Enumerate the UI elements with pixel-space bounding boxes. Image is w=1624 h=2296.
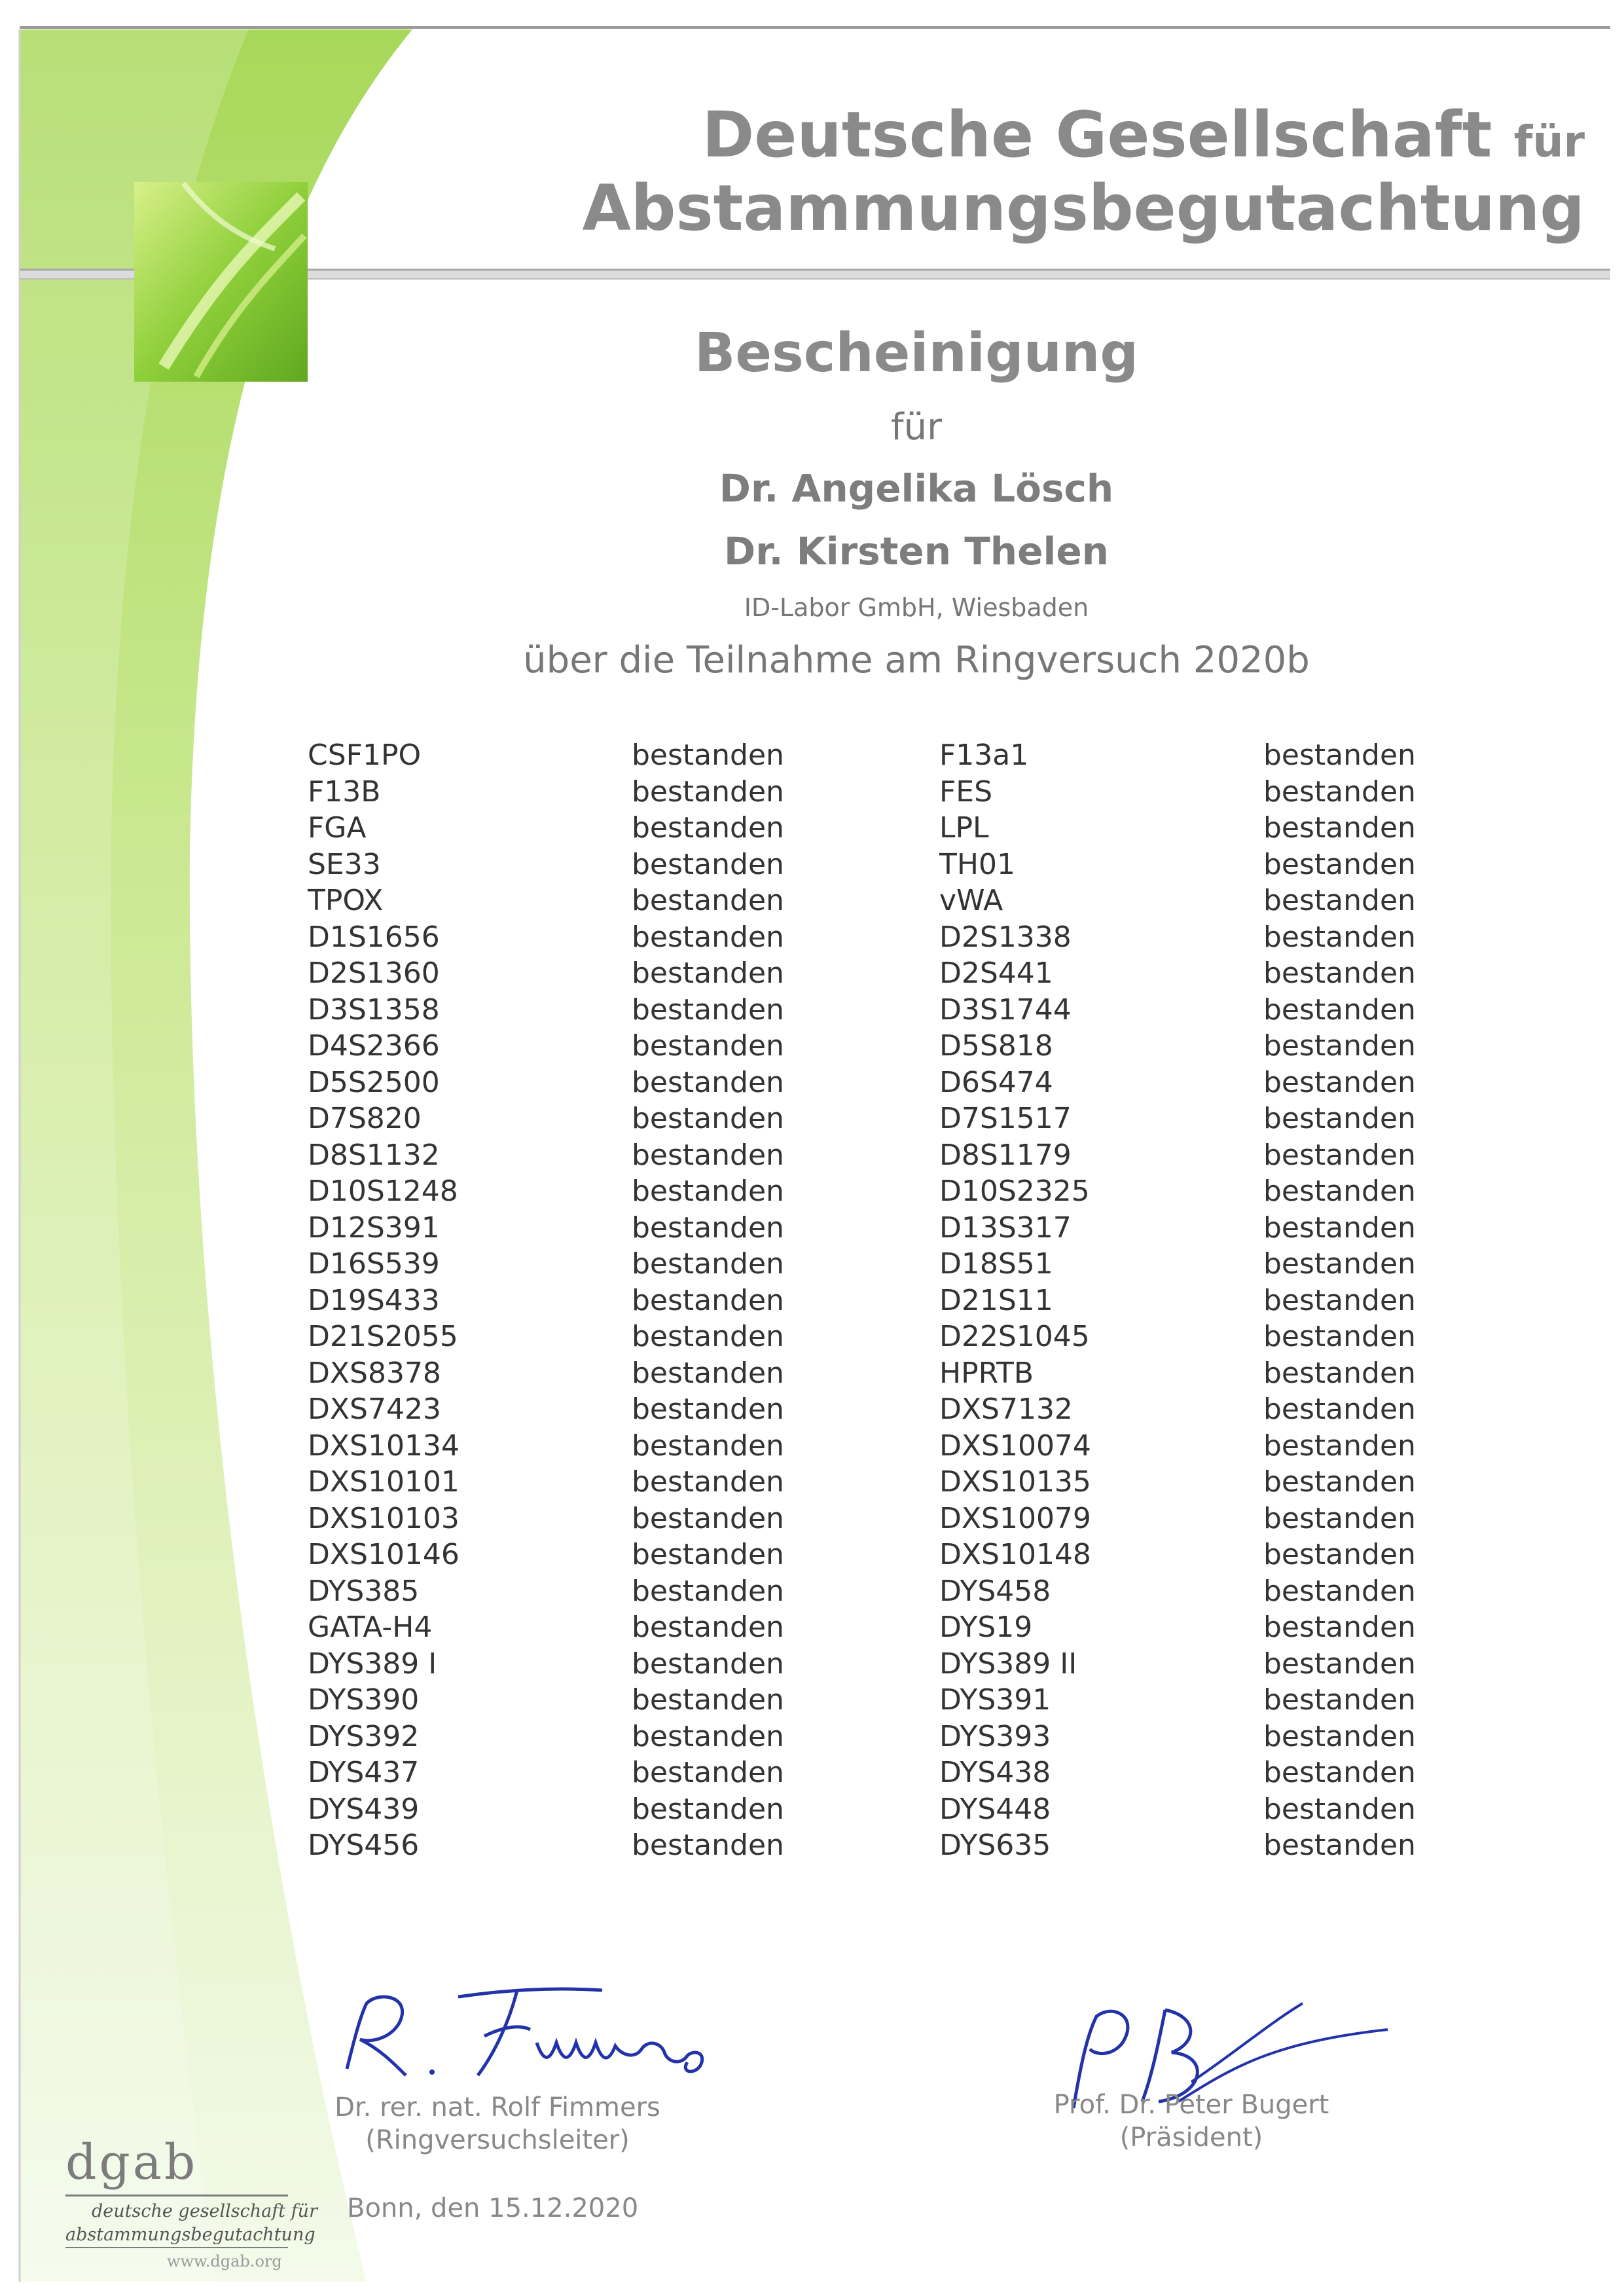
- certificate-subtitle: über die Teilnahme am Ringversuch 2020b: [523, 639, 1310, 682]
- result-right: bestanden: [1263, 811, 1416, 845]
- result-left: bestanden: [632, 1792, 784, 1826]
- left-signer-name: Dr. rer. nat. Rolf Fimmers: [334, 2092, 660, 2123]
- marker-name-left: D2S1360: [308, 957, 440, 990]
- result-row: [308, 1502, 1434, 1539]
- marker-name-right: D10S2325: [939, 1175, 1090, 1208]
- result-row: [308, 1393, 1434, 1429]
- result-row: [308, 738, 1434, 775]
- marker-name-right: DYS635: [939, 1829, 1051, 1862]
- result-row: [308, 1247, 1434, 1284]
- marker-name-right: DXS10079: [939, 1501, 1091, 1535]
- marker-name-left: DYS439: [308, 1792, 420, 1826]
- result-row: [308, 884, 1434, 920]
- marker-name-right: D5S818: [939, 1029, 1053, 1063]
- marker-name-left: DXS10103: [308, 1501, 460, 1535]
- lab-name: ID-Labor GmbH, Wiesbaden: [744, 593, 1089, 622]
- result-left: bestanden: [632, 1465, 784, 1499]
- result-row: [308, 1756, 1434, 1793]
- marker-name-left: DXS8378: [308, 1356, 441, 1390]
- result-right: bestanden: [1263, 1429, 1416, 1463]
- result-row: [308, 1829, 1434, 1865]
- result-row: [308, 1102, 1434, 1139]
- left-signer-role: (Ringversuchsleiter): [365, 2125, 630, 2155]
- marker-name-left: D8S1132: [308, 1138, 440, 1172]
- result-row: [308, 1647, 1434, 1684]
- result-left: bestanden: [632, 1247, 784, 1281]
- result-right: bestanden: [1263, 1320, 1416, 1353]
- result-left: bestanden: [632, 920, 784, 954]
- marker-name-left: DYS392: [308, 1719, 420, 1753]
- result-right: bestanden: [1263, 1029, 1416, 1063]
- result-left: bestanden: [632, 738, 784, 772]
- result-left: bestanden: [632, 1574, 784, 1608]
- result-row: [308, 1611, 1434, 1647]
- marker-name-left: D1S1656: [308, 920, 440, 954]
- result-right: bestanden: [1263, 1465, 1416, 1499]
- result-row: [308, 1029, 1434, 1066]
- result-row: [308, 1211, 1434, 1248]
- marker-name-right: DXS10135: [939, 1465, 1091, 1499]
- result-row: [308, 1575, 1434, 1611]
- logo-rule-top: [65, 2195, 288, 2196]
- result-left: bestanden: [632, 1429, 784, 1463]
- marker-name-left: F13B: [308, 774, 381, 809]
- result-right: bestanden: [1263, 1611, 1416, 1644]
- result-left: bestanden: [632, 811, 784, 845]
- marker-name-right: DYS448: [939, 1792, 1051, 1826]
- result-row: [308, 1429, 1434, 1466]
- marker-name-left: DYS390: [308, 1683, 420, 1717]
- result-right: bestanden: [1263, 1719, 1416, 1753]
- marker-name-right: DYS391: [939, 1683, 1051, 1717]
- result-right: bestanden: [1263, 1538, 1416, 1571]
- result-left: bestanden: [632, 1211, 784, 1245]
- logo-rule-bottom: [65, 2247, 288, 2248]
- result-left: bestanden: [632, 1029, 784, 1063]
- marker-name-left: FGA: [308, 811, 367, 845]
- results-table: [308, 738, 1434, 1865]
- marker-name-left: SE33: [308, 847, 381, 881]
- for-label: für: [890, 406, 943, 448]
- result-left: bestanden: [632, 1175, 784, 1208]
- marker-name-left: D3S1358: [308, 993, 440, 1027]
- result-right: bestanden: [1263, 738, 1416, 772]
- result-row: [308, 1357, 1434, 1393]
- marker-name-right: D7S1517: [939, 1102, 1072, 1135]
- result-left: bestanden: [632, 774, 784, 809]
- logo-url: www.dgab.org: [167, 2252, 282, 2270]
- result-left: bestanden: [632, 1756, 784, 1789]
- marker-name-left: D5S2500: [308, 1065, 440, 1099]
- result-row: [308, 957, 1434, 993]
- result-left: bestanden: [632, 1393, 784, 1426]
- result-left: bestanden: [632, 1320, 784, 1353]
- result-left: bestanden: [632, 847, 784, 881]
- marker-name-left: DYS456: [308, 1829, 420, 1862]
- result-right: bestanden: [1263, 1756, 1416, 1789]
- marker-name-right: DYS19: [939, 1611, 1033, 1644]
- result-right: bestanden: [1263, 957, 1416, 990]
- marker-name-left: D10S1248: [308, 1175, 458, 1208]
- org-name-fuer: für: [1513, 117, 1585, 167]
- marker-name-left: DXS10146: [308, 1538, 460, 1571]
- marker-name-right: LPL: [939, 811, 989, 845]
- marker-name-left: DXS10101: [308, 1465, 460, 1499]
- marker-name-right: vWA: [939, 884, 1003, 917]
- marker-name-right: FES: [939, 774, 993, 809]
- result-left: bestanden: [632, 1138, 784, 1172]
- marker-name-left: DXS7423: [308, 1393, 441, 1426]
- result-row: [308, 1175, 1434, 1211]
- logo-line-1: deutsche gesellschaft für: [92, 2201, 317, 2221]
- result-right: bestanden: [1263, 1211, 1416, 1245]
- result-right: bestanden: [1263, 847, 1416, 881]
- marker-name-right: D6S474: [939, 1065, 1053, 1099]
- result-right: bestanden: [1263, 1393, 1416, 1426]
- result-right: bestanden: [1263, 774, 1416, 809]
- marker-name-right: TH01: [939, 847, 1015, 881]
- result-right: bestanden: [1263, 1102, 1416, 1135]
- result-row: [308, 1720, 1434, 1757]
- result-left: bestanden: [632, 1283, 784, 1317]
- signature-fimmers: [334, 1977, 740, 2108]
- marker-name-left: GATA-H4: [308, 1611, 433, 1644]
- marker-name-right: D8S1179: [939, 1138, 1072, 1172]
- result-right: bestanden: [1263, 1175, 1416, 1208]
- marker-name-right: D13S317: [939, 1211, 1072, 1245]
- dgab-logo-text: dgab: [65, 2134, 198, 2191]
- result-left: bestanden: [632, 1611, 784, 1644]
- right-signer-role: (Präsident): [1119, 2123, 1263, 2153]
- result-right: bestanden: [1263, 1501, 1416, 1535]
- marker-name-left: TPOX: [308, 884, 384, 917]
- result-right: bestanden: [1263, 920, 1416, 954]
- result-right: bestanden: [1263, 1574, 1416, 1608]
- result-left: bestanden: [632, 1501, 784, 1535]
- marker-name-left: DYS389 I: [308, 1647, 437, 1681]
- result-right: bestanden: [1263, 1138, 1416, 1172]
- result-left: bestanden: [632, 1102, 784, 1135]
- marker-name-left: CSF1PO: [308, 738, 422, 772]
- result-row: [308, 1284, 1434, 1321]
- right-signer-name: Prof. Dr. Peter Bugert: [1053, 2090, 1329, 2120]
- result-right: bestanden: [1263, 1065, 1416, 1099]
- marker-name-right: DXS10074: [939, 1429, 1091, 1463]
- result-left: bestanden: [632, 957, 784, 990]
- marker-name-left: DXS10134: [308, 1429, 460, 1463]
- marker-name-left: D7S820: [308, 1102, 422, 1135]
- marker-name-left: DYS437: [308, 1756, 420, 1789]
- certificate-title: Bescheinigung: [694, 322, 1139, 384]
- marker-name-left: D4S2366: [308, 1029, 440, 1063]
- result-right: bestanden: [1263, 1356, 1416, 1390]
- result-row: [308, 1683, 1434, 1720]
- result-right: bestanden: [1263, 1247, 1416, 1281]
- result-right: bestanden: [1263, 884, 1416, 917]
- marker-name-right: DXS7132: [939, 1393, 1073, 1426]
- recipient-name-2: Dr. Kirsten Thelen: [724, 529, 1109, 574]
- result-right: bestanden: [1263, 1792, 1416, 1826]
- result-row: [308, 1066, 1434, 1102]
- marker-name-right: D18S51: [939, 1247, 1053, 1281]
- place-date: Bonn, den 15.12.2020: [347, 2193, 639, 2223]
- recipient-name-1: Dr. Angelika Lösch: [719, 466, 1114, 511]
- marker-name-left: D19S433: [308, 1283, 440, 1317]
- result-left: bestanden: [632, 1683, 784, 1717]
- marker-name-right: DYS393: [939, 1719, 1051, 1753]
- marker-name-right: D2S1338: [939, 920, 1072, 954]
- marker-name-right: F13a1: [939, 738, 1029, 772]
- result-row: [308, 1320, 1434, 1357]
- marker-name-right: DYS389 II: [939, 1647, 1077, 1681]
- marker-name-right: D3S1744: [939, 993, 1072, 1027]
- marker-name-right: D22S1045: [939, 1320, 1090, 1353]
- marker-name-left: D16S539: [308, 1247, 440, 1281]
- marker-name-right: HPRTB: [939, 1356, 1034, 1390]
- result-left: bestanden: [632, 884, 784, 917]
- result-left: bestanden: [632, 1065, 784, 1099]
- org-name-line1: Deutsche Gesellschaft für: [702, 98, 1585, 172]
- result-row: [308, 848, 1434, 884]
- result-right: bestanden: [1263, 1647, 1416, 1681]
- result-right: bestanden: [1263, 993, 1416, 1027]
- result-left: bestanden: [632, 1538, 784, 1571]
- result-row: [308, 1139, 1434, 1175]
- marker-name-left: D12S391: [308, 1211, 440, 1245]
- result-right: bestanden: [1263, 1683, 1416, 1717]
- org-name-line2: Abstammungsbegutachtung: [582, 172, 1585, 245]
- result-row: [308, 1793, 1434, 1829]
- result-row: [308, 920, 1434, 957]
- marker-name-left: D21S2055: [308, 1320, 458, 1353]
- result-row: [308, 775, 1434, 812]
- logo-line-2: abstammungsbegutachtung: [65, 2225, 316, 2245]
- result-left: bestanden: [632, 993, 784, 1027]
- marker-name-right: DYS438: [939, 1756, 1051, 1789]
- result-left: bestanden: [632, 1647, 784, 1681]
- result-row: [308, 993, 1434, 1030]
- result-left: bestanden: [632, 1829, 784, 1862]
- result-row: [308, 1538, 1434, 1575]
- marker-name-right: DYS458: [939, 1574, 1051, 1608]
- marker-name-right: DXS10148: [939, 1538, 1091, 1571]
- result-left: bestanden: [632, 1356, 784, 1390]
- marker-name-right: D2S441: [939, 957, 1053, 990]
- result-row: [308, 1465, 1434, 1502]
- marker-name-left: DYS385: [308, 1574, 420, 1608]
- result-row: [308, 811, 1434, 848]
- result-right: bestanden: [1263, 1283, 1416, 1317]
- result-right: bestanden: [1263, 1829, 1416, 1862]
- marker-name-right: D21S11: [939, 1283, 1053, 1317]
- result-left: bestanden: [632, 1719, 784, 1753]
